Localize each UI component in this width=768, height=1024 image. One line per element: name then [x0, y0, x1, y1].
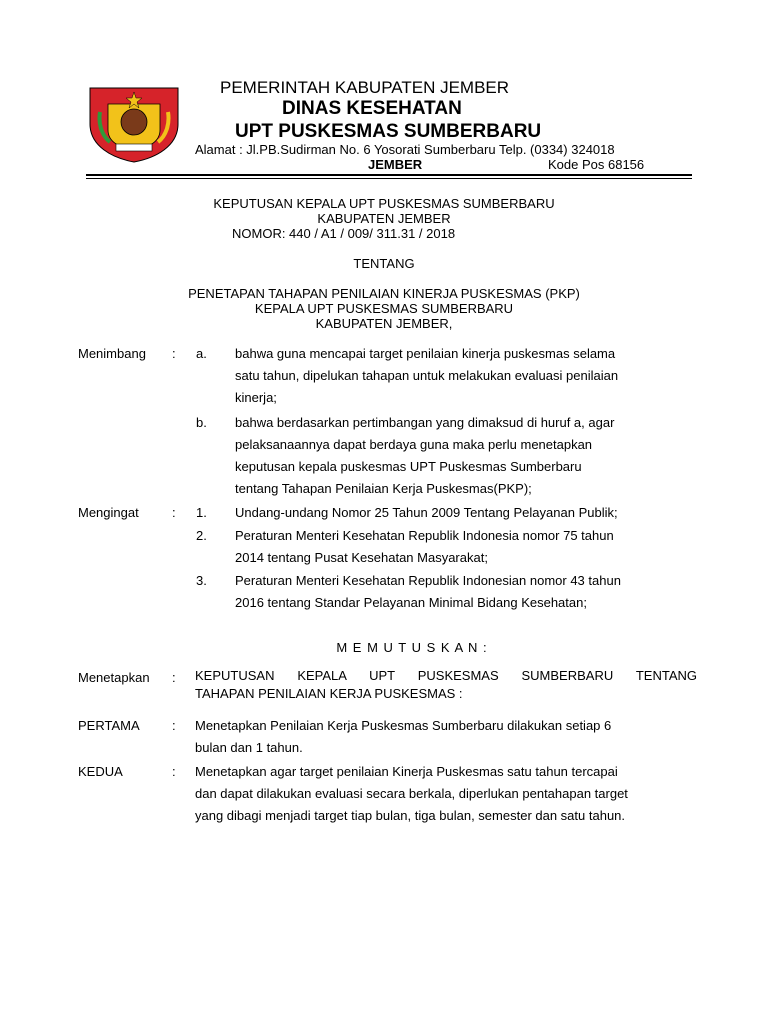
letterhead-rule	[86, 174, 692, 176]
pertama-label: PERTAMA	[78, 718, 140, 733]
menetapkan-colon: :	[172, 670, 176, 685]
decision-number: NOMOR: 440 / A1 / 009/ 311.31 / 2018	[232, 226, 456, 241]
letterhead-government: PEMERINTAH KABUPATEN JEMBER	[220, 78, 510, 97]
pertama-colon: :	[172, 718, 176, 733]
mengingat-item-2: Peraturan Menteri Kesehatan Republik Indonesia nomor 75 tahun 2014 tentang Pusat Kesehatan Masyarakat;	[235, 528, 614, 565]
mengingat-marker-2: 2.	[196, 528, 207, 543]
pertama-text: Menetapkan Penilaian Kerja Puskesmas Sumberbaru dilakukan setiap 6 bulan dan 1 tahun.	[195, 718, 612, 755]
menimbang-label: Menimbang	[78, 346, 146, 361]
kedua-colon: :	[172, 764, 176, 779]
decision-title: KEPUTUSAN KEPALA UPT PUSKESMAS SUMBERBARU	[213, 196, 555, 211]
decision-region: KABUPATEN JEMBER	[317, 211, 451, 226]
menimbang-item-b: bahwa berdasarkan pertimbangan yang dimaksud di huruf a, agar pelaksanaannya dapat berdaya guna maka perlu menetapkan keputusan kepala puskesmas UPT Puskesmas Sumberbaru tentang Tahapan Penilaian Kerja Puskesmas(PKP);	[235, 415, 615, 496]
jember-regency-emblem-icon	[86, 84, 182, 164]
letterhead-city: JEMBER	[368, 157, 423, 172]
mengingat-item-3: Peraturan Menteri Kesehatan Republik Indonesian nomor 43 tahun 2016 tentang Standar Pelayanan Minimal Bidang Kesehatan;	[235, 573, 621, 610]
menetapkan-text: KEPUTUSAN KEPALA UPT PUSKESMAS SUMBERBARU TENTANG TAHAPAN PENILAIAN KERJA PUSKESMAS :	[195, 668, 697, 701]
letterhead-institution: UPT PUSKESMAS SUMBERBARU	[235, 121, 542, 142]
letterhead-department: DINAS KESEHATAN	[282, 98, 462, 119]
kedua-label: KEDUA	[78, 764, 123, 779]
menimbang-item-a: bahwa guna mencapai target penilaian kinerja puskesmas selama satu tahun, dipelukan tahapan untuk melakukan evaluasi penilaian kinerja;	[235, 346, 619, 405]
decision-subject: PENETAPAN TAHAPAN PENILAIAN KINERJA PUSKESMAS (PKP)	[188, 286, 580, 301]
decision-subject-head: KEPALA UPT PUSKESMAS SUMBERBARU	[254, 301, 514, 316]
decision-tentang: TENTANG	[353, 256, 415, 271]
letterhead-address: Alamat : Jl.PB.Sudirman No. 6 Yosorati Sumberbaru Telp. (0334) 324018	[195, 142, 615, 157]
menetapkan-label: Menetapkan	[78, 670, 150, 685]
kedua-text: Menetapkan agar target penilaian Kinerja Puskesmas satu tahun tercapai dan dapat dilakukan evaluasi secara berkala, diperlukan pentahapan target yang dibagi menjadi target tiap bulan, tiga bulan, semester dan satu tahun.	[195, 764, 628, 823]
menimbang-marker-b: b.	[196, 415, 207, 430]
memutuskan-heading: M E M U T U S K A N :	[336, 640, 488, 655]
mengingat-marker-3: 3.	[196, 573, 207, 588]
mengingat-colon: :	[172, 505, 176, 520]
menimbang-colon: :	[172, 346, 176, 361]
mengingat-item-1: Undang-undang Nomor 25 Tahun 2009 Tentang Pelayanan Publik;	[235, 505, 618, 520]
letterhead-rule-thin	[86, 178, 692, 179]
mengingat-marker-1: 1.	[196, 505, 207, 520]
mengingat-label: Mengingat	[78, 505, 139, 520]
letterhead-postal-code: Kode Pos 68156	[548, 157, 645, 172]
menimbang-marker-a: a.	[196, 346, 207, 361]
decision-subject-region: KABUPATEN JEMBER,	[315, 316, 453, 331]
